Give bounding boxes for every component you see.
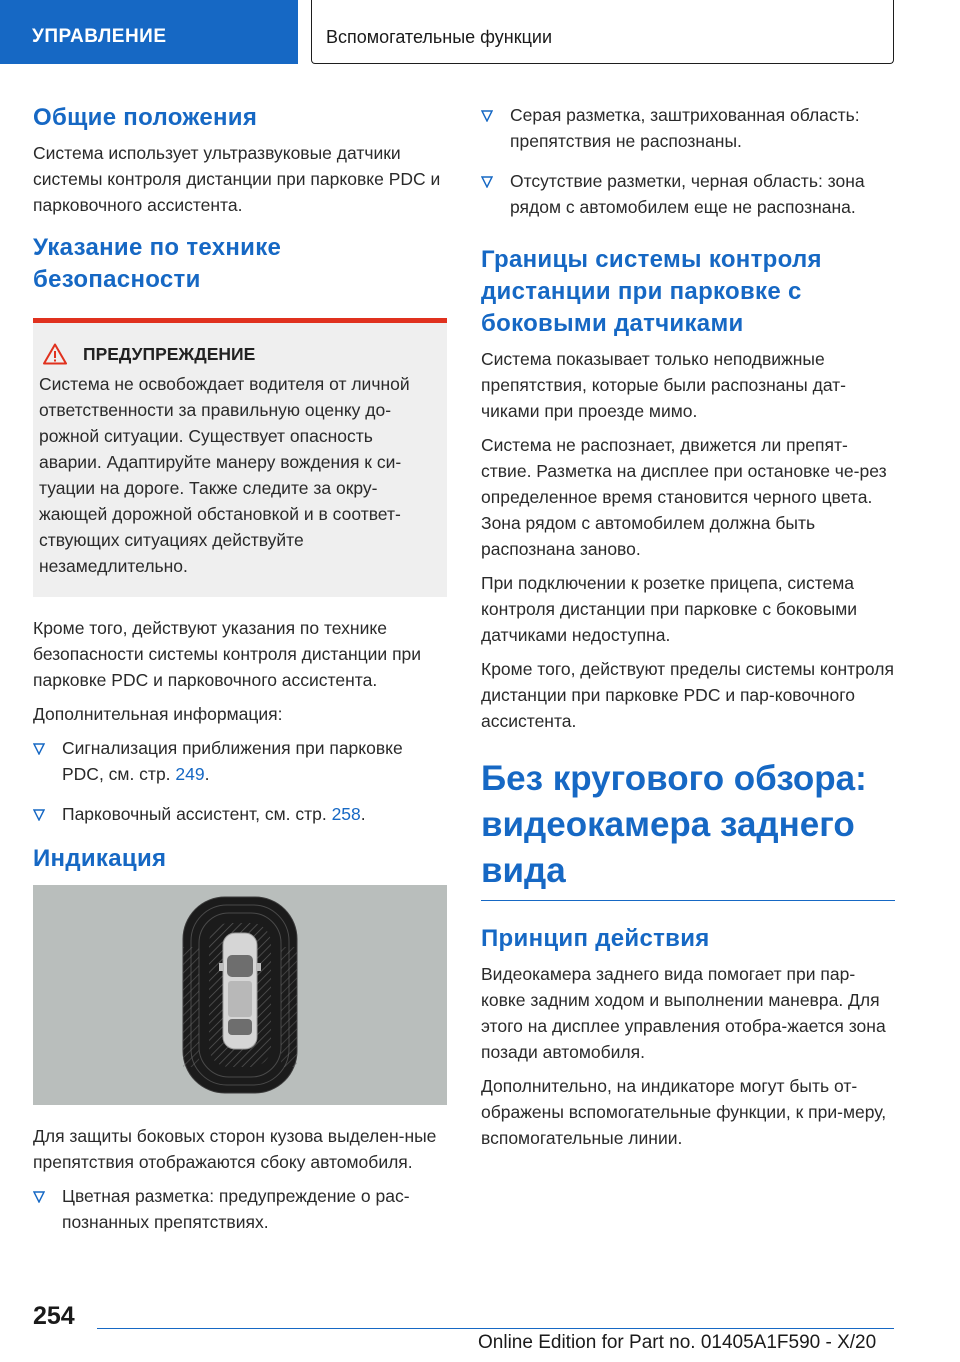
right-column: [481, 102, 895, 1159]
paragraph-limits-3: При подключении к розетке прицепа, система контроля дистанции при парковке с боковыми датчиками недоступна.: [481, 573, 858, 645]
warning-box: [33, 318, 447, 597]
list-item: Отсутствие разметки, черная область: зона рядом с автомобилем еще не распознана.: [481, 168, 895, 220]
marking-list: [481, 102, 895, 220]
bullet-triangle-icon: [33, 809, 45, 821]
paragraph-principle-2: Дополнительно, на индикаторе могут быть от-ображены вспомогательные функции, к при-меру, вспомогательные линии.: [481, 1076, 887, 1148]
paragraph-display: Для защиты боковых сторон кузова выделен-ные препятствия отображаются сбоку автомобиля.: [33, 1126, 437, 1172]
warning-header: [39, 343, 439, 365]
warning-triangle-icon: [43, 343, 67, 365]
section-tab: [0, 0, 298, 64]
paragraph-more-info: Дополнительная информация:: [33, 704, 283, 724]
chapter-title: Вспомогательные функции: [326, 27, 553, 47]
heading-principle: Принцип действия: [481, 925, 710, 952]
page-link-258[interactable]: 258: [331, 804, 361, 824]
display-list: [33, 1183, 447, 1235]
bullet-triangle-icon: [481, 176, 493, 188]
footer-rule: [97, 1328, 894, 1329]
paragraph-also: Кроме того, действуют указания по технике безопасности системы контроля дистанции при парковке PDC и парковочного ассистента.: [33, 618, 422, 690]
list-item: Парковочный ассистент, см. стр. 258.: [33, 801, 447, 827]
heading-camera: Без кругового обзора: видеокамера заднего вида: [481, 759, 867, 890]
section-divider: [481, 900, 895, 901]
chapter-tab: [311, 0, 894, 64]
warning-title: ПРЕДУПРЕЖДЕНИЕ: [83, 343, 256, 364]
parking-display-figure: [33, 885, 447, 1105]
car-icon: [219, 933, 261, 1049]
left-column: [33, 102, 447, 1249]
parking-sensor-illustration: [33, 885, 447, 1105]
bullet-triangle-icon: [33, 743, 45, 755]
list-item: Серая разметка, заштрихованная область: препятствия не распознаны.: [481, 102, 895, 154]
page-link-249[interactable]: 249: [175, 764, 205, 784]
warning-text: Система не освобождает водителя от личной ответственности за правильную оценку до-рожной ситуации. Существует опасность аварии. Адаптируйте манеру вождения к си-туации на дороге. Также следите за окру-жающей дорожной обстановкой и в соответ-ствующих ситуациях действуйте незамедлительно.: [39, 374, 410, 576]
paragraph-limits-2: Система не распознает, движется ли препят-ствие. Разметка на дисплее при остановке че-рез определенное время становится черного цвета. Зона рядом с автомобилем должна быть распознана заново.: [481, 435, 887, 559]
heading-general: Общие положения: [33, 104, 258, 131]
more-info-list: [33, 735, 447, 827]
bullet-triangle-icon: [481, 110, 493, 122]
paragraph-limits-1: Система показывает только неподвижные препятствия, которые были распознаны дат-чиками при проезде мимо.: [481, 349, 847, 421]
heading-safety: Указание по технике безопасности: [33, 234, 282, 293]
paragraph-general: Система использует ультразвуковые датчики системы контроля дистанции при парковке PDC и парковочного ассистента.: [33, 143, 441, 215]
heading-display: Индикация: [33, 845, 167, 872]
list-item: Цветная разметка: предупреждение о рас-познанных препятствиях.: [33, 1183, 447, 1235]
page-number: 254: [33, 1302, 75, 1330]
section-title: УПРАВЛЕНИЕ: [32, 26, 167, 47]
paragraph-principle-1: Видеокамера заднего вида помогает при пар-ковке задним ходом и выполнении маневра. Для этого на дисплее управления отобра-жается зона позади автомобиля.: [481, 964, 886, 1062]
list-item: Сигнализация приближения при парковке PDC, см. стр. 249.: [33, 735, 447, 787]
footer-edition: Online Edition for Part no. 01405A1F590 - X/20: [478, 1332, 877, 1353]
heading-limits: Границы системы контроля дистанции при парковке с боковыми датчиками: [481, 246, 822, 337]
paragraph-limits-4: Кроме того, действуют пределы системы контроля дистанции при парковке PDC и пар-ковочного ассистента.: [481, 659, 894, 731]
bullet-triangle-icon: [33, 1191, 45, 1203]
